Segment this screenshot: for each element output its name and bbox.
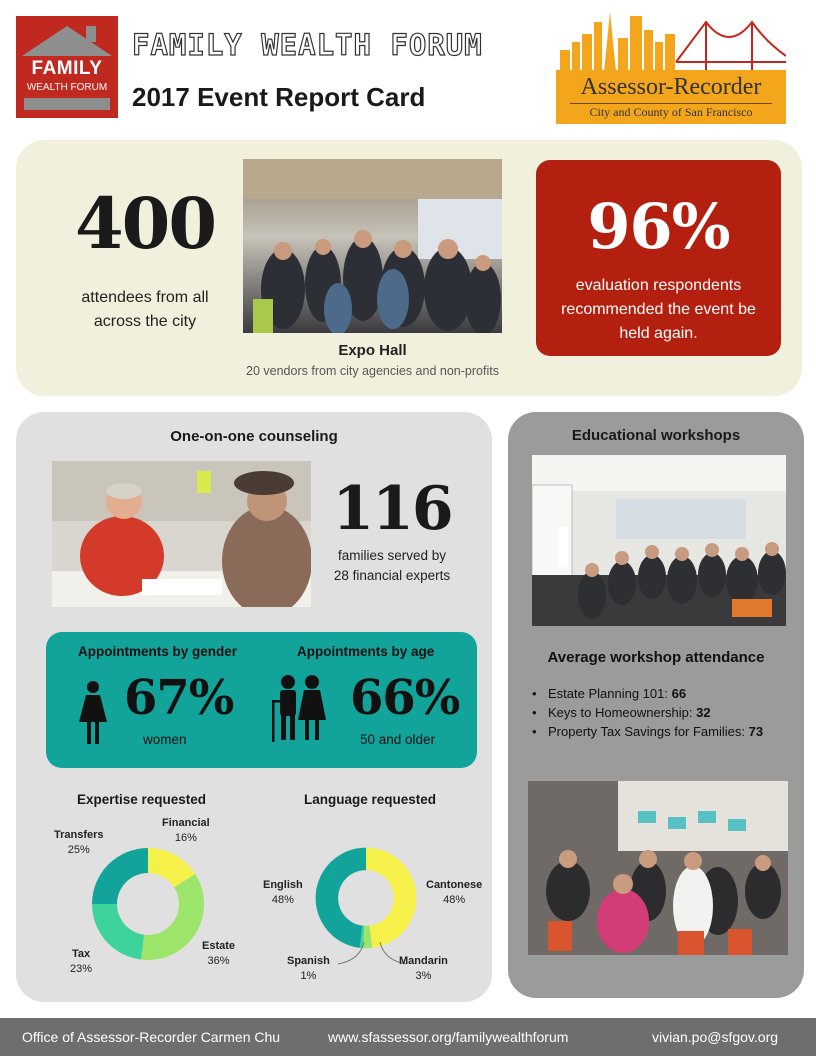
label-value: 48% (443, 894, 466, 906)
families-caption (316, 546, 468, 586)
workshops-panel (508, 412, 804, 998)
expertise-chart-title: Expertise requested (77, 792, 207, 807)
footer-email-link[interactable]: vivian.po@sfgov.org (652, 1029, 779, 1045)
expo-hall-photo (243, 159, 502, 333)
gender-percent: 67% (124, 670, 234, 726)
list-item (532, 703, 802, 722)
language-chart-title: Language requested (304, 792, 437, 807)
crowd-photo (528, 781, 788, 955)
appointments-box (46, 632, 477, 768)
label-name: Mandarin (399, 955, 448, 967)
assessor-city: City and County of San Francisco (589, 105, 753, 119)
label-value: 23% (70, 963, 93, 975)
bullet-icon: • (532, 724, 537, 739)
label-name: English (263, 879, 303, 891)
recommendation-caption-line: evaluation respondents (575, 277, 742, 294)
language-donut-chart (312, 844, 420, 952)
family-wealth-forum-logo (16, 16, 118, 118)
logo-subtitle-text: WEALTH FORUM (26, 82, 108, 93)
age-label: 50 and older (360, 732, 436, 747)
expo-hall-subtitle: 20 vendors from city agencies and non-profits (246, 364, 499, 378)
age-heading: Appointments by age (297, 644, 435, 659)
attendees-caption-line: across the city (93, 313, 197, 330)
donut-slice-english (316, 848, 366, 948)
label-value: 48% (271, 894, 294, 906)
language-label-spanish (287, 954, 330, 984)
counseling-panel (16, 412, 492, 1002)
workshop-photo (532, 455, 786, 626)
event-title: FAMILY WEALTH FORUM (132, 28, 483, 62)
expertise-label-financial (162, 816, 210, 846)
workshop-name: Keys to Homeownership: (548, 705, 693, 720)
workshop-count: 73 (748, 724, 764, 739)
expo-hall-title: Expo Hall (338, 342, 407, 359)
recommendation-caption (546, 274, 771, 346)
workshop-photo-illustration (532, 455, 786, 626)
list-item (532, 684, 802, 703)
counseling-title: One-on-one counseling (170, 428, 338, 445)
workshop-count: 66 (671, 686, 687, 701)
counseling-photo-illustration (52, 461, 311, 607)
logo-base-bar (24, 98, 110, 110)
recommendation-caption-line: recommended the event be (561, 301, 756, 318)
families-caption-line: 28 financial experts (333, 568, 451, 583)
bullet-icon: • (532, 686, 537, 701)
donut-slice-cantonese (366, 848, 416, 948)
label-value: 16% (174, 832, 197, 844)
recommendation-box (536, 160, 781, 356)
workshop-attendance-list (532, 684, 802, 741)
footer (0, 1018, 816, 1056)
recommendation-caption-line: held again. (619, 325, 698, 342)
attendees-caption-line: attendees from all (81, 289, 209, 306)
list-item (532, 722, 802, 741)
assessor-recorder-logo (556, 12, 786, 124)
recommendation-percent: 96% (587, 190, 730, 263)
label-name: Tax (71, 948, 91, 960)
footer-office: Office of Assessor-Recorder Carmen Chu (22, 1029, 281, 1045)
donut-slice-tax (92, 904, 144, 960)
bullet-icon: • (532, 705, 537, 720)
woman-icon (78, 680, 108, 744)
label-value: 3% (415, 970, 432, 982)
label-value: 25% (67, 844, 90, 856)
label-name: Cantonese (426, 879, 483, 891)
attendees-count: 400 (74, 182, 216, 265)
average-attendance-title: Average workshop attendance (547, 649, 765, 666)
gender-heading: Appointments by gender (78, 644, 238, 659)
expertise-label-tax (70, 947, 92, 977)
families-count: 116 (332, 474, 452, 544)
elderly-couple-icon (266, 672, 328, 742)
label-name: Spanish (287, 955, 330, 967)
attendees-caption (40, 286, 250, 334)
crowd-photo-illustration (528, 781, 788, 955)
language-label-cantonese (426, 878, 482, 908)
assessor-name: Assessor-Recorder (580, 74, 762, 100)
label-name: Transfers (54, 829, 104, 841)
counseling-photo (52, 461, 311, 607)
logo-family-text: FAMILY (31, 58, 103, 79)
workshop-count: 32 (696, 705, 711, 720)
footer-url-link[interactable]: www.sfassessor.org/familywealthforum (328, 1029, 569, 1045)
report-title: 2017 Event Report Card (132, 82, 426, 112)
skyline-icon (556, 12, 786, 72)
workshop-name: Property Tax Savings for Families: (548, 724, 745, 739)
assessor-divider (570, 103, 772, 104)
label-value: 1% (300, 970, 317, 982)
donut-slice-estate (141, 874, 204, 960)
expertise-label-transfers (54, 828, 104, 858)
language-label-mandarin (399, 954, 448, 984)
label-name: Financial (162, 817, 210, 829)
label-name: Estate (202, 940, 236, 952)
workshop-name: Estate Planning 101: (548, 686, 668, 701)
expertise-label-estate (202, 939, 235, 969)
age-percent: 66% (350, 670, 460, 726)
highlights-panel (16, 140, 802, 396)
workshops-title: Educational workshops (571, 427, 741, 444)
label-value: 36% (207, 955, 230, 967)
gender-label: women (143, 732, 187, 747)
expertise-donut-chart (88, 844, 208, 964)
families-caption-line: families served by (337, 548, 447, 563)
expo-hall-photo-illustration (243, 159, 502, 333)
language-label-english (263, 878, 303, 908)
